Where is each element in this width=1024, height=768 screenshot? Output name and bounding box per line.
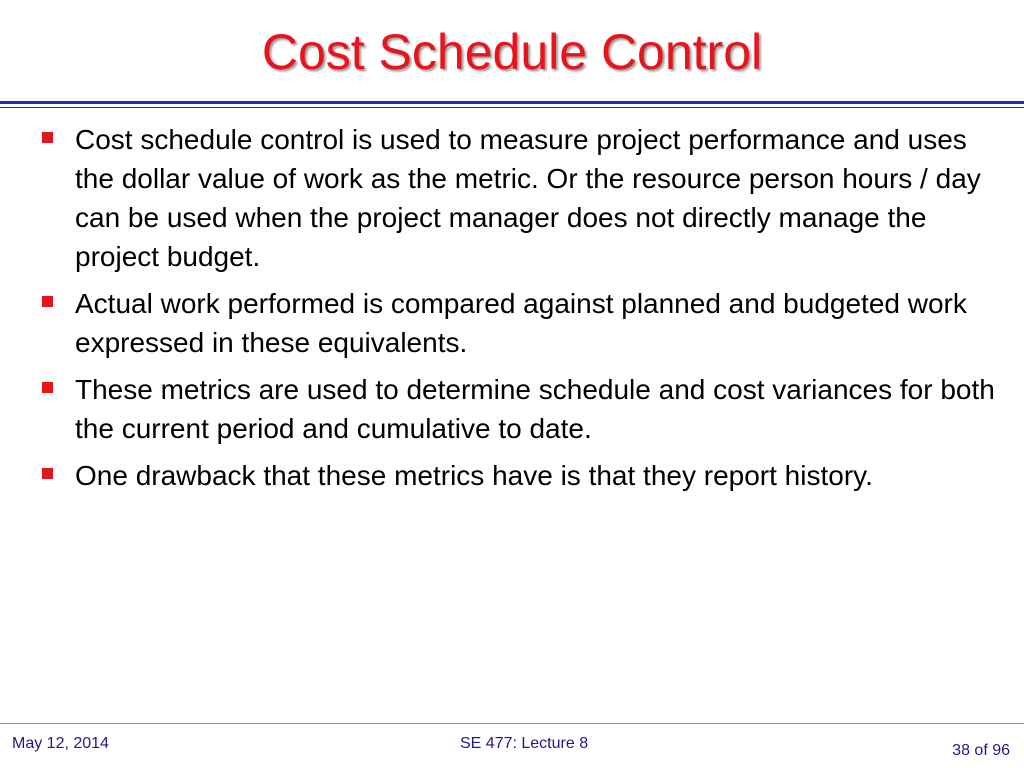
square-bullet-icon — [42, 382, 53, 393]
bullet-text: Cost schedule control is used to measure project performance and uses the dollar value of work as the metric. Or the resource person hours / day can be used when the project manager does not directly manage the project budget. — [75, 124, 981, 272]
bullet-item — [38, 456, 998, 495]
title-divider-thick — [0, 101, 1024, 104]
square-bullet-icon — [42, 468, 53, 479]
footer-course-title: SE 477: Lecture 8 — [460, 735, 589, 752]
bullet-item — [38, 370, 998, 448]
bullet-text: Actual work performed is compared against planned and budgeted work expressed in these equivalents. — [75, 288, 967, 358]
footer-page-number: 38 of 96 — [952, 742, 1010, 759]
title-divider-thin — [0, 107, 1024, 108]
bullet-list — [38, 120, 998, 503]
square-bullet-icon — [42, 132, 53, 143]
square-bullet-icon — [42, 296, 53, 307]
footer-divider — [0, 723, 1024, 724]
slide-title: Cost Schedule Control — [261, 24, 763, 80]
bullet-item — [38, 284, 998, 362]
bullet-text: One drawback that these metrics have is that they report history. — [75, 460, 873, 491]
bullet-item — [38, 120, 998, 276]
footer-date: May 12, 2014 — [12, 735, 109, 752]
bullet-text: These metrics are used to determine schedule and cost variances for both the current period and cumulative to date. — [75, 374, 995, 444]
